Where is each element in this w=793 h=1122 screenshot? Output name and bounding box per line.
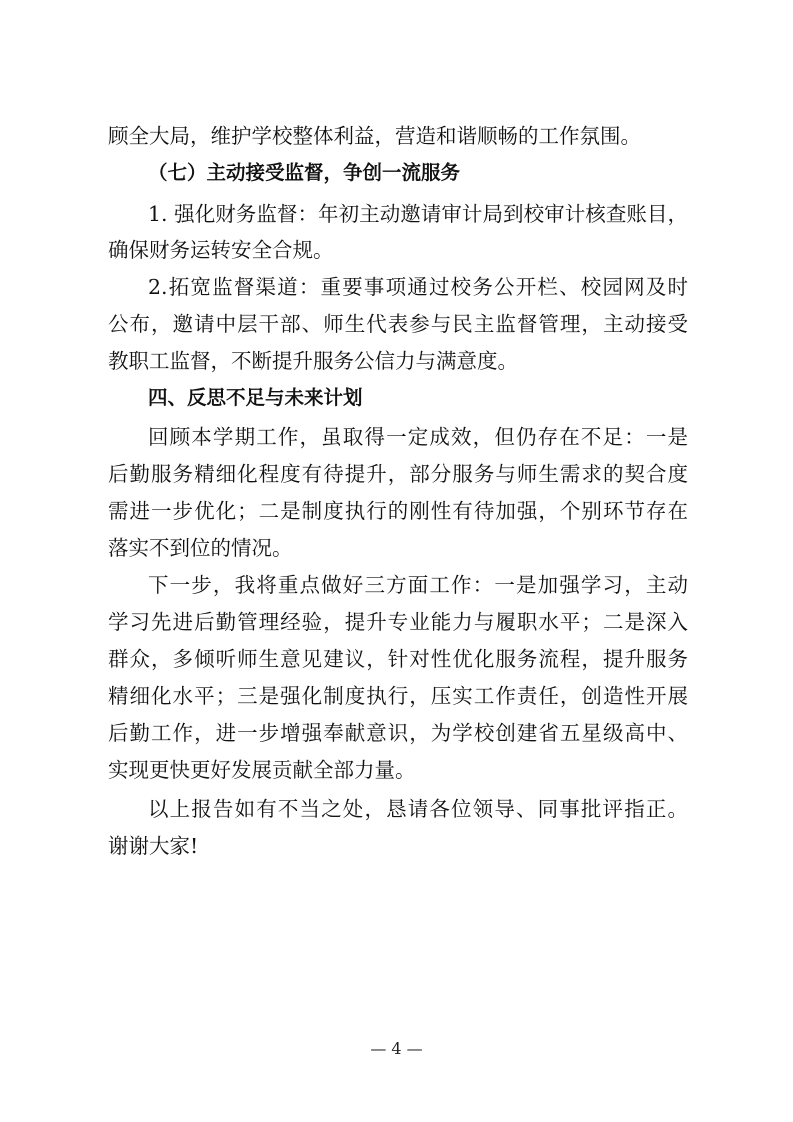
paragraph-line: 教职工监督，不断提升服务公信力与满意度。 xyxy=(108,349,518,373)
paragraph-line: 后勤工作，进一步增强奉献意识，为学校创建省五星级高中、 xyxy=(108,721,688,745)
paragraph-line: 1. 强化财务监督：年初主动邀请审计局到校审计核查账目， xyxy=(148,202,688,226)
paragraph-line: 落实不到位的情况。 xyxy=(108,536,293,560)
paragraph-line: 2.拓宽监督渠道：重要事项通过校务公开栏、校园网及时 xyxy=(148,275,688,299)
paragraph-line: 以上报告如有不当之处，恳请各位领导、同事批评指正。 xyxy=(148,797,688,821)
paragraph-line: 谢谢大家! xyxy=(108,834,199,858)
paragraph-line: 回顾本学期工作，虽取得一定成效，但仍存在不足：一是 xyxy=(148,425,688,449)
paragraph-line: 学习先进后勤管理经验，提升专业能力与履职水平；二是深入 xyxy=(108,610,688,634)
paragraph-line: 需进一步优化；二是制度执行的刚性有待加强，个别环节存在 xyxy=(108,499,688,523)
paragraph-line: 后勤服务精细化程度有待提升，部分服务与师生需求的契合度 xyxy=(108,462,688,486)
paragraph-line: 精细化水平；三是强化制度执行，压实工作责任，创造性开展 xyxy=(108,684,688,708)
paragraph-line: 顾全大局，维护学校整体利益，营造和谐顺畅的工作氛围。 xyxy=(108,124,641,148)
page-number: — 4 — xyxy=(370,1039,423,1058)
section-heading: （七）主动接受监督，争创一流服务 xyxy=(148,161,461,184)
paragraph-line: 下一步，我将重点做好三方面工作：一是加强学习，主动 xyxy=(148,573,688,597)
paragraph-line: 公布，邀请中层干部、师生代表参与民主监督管理，主动接受 xyxy=(108,312,688,336)
paragraph-line: 确保财务运转安全合规。 xyxy=(108,238,334,262)
paragraph-line: 实现更快更好发展贡献全部力量。 xyxy=(108,758,416,782)
paragraph-line: 群众，多倾听师生意见建议，针对性优化服务流程，提升服务 xyxy=(108,647,688,671)
section-heading: 四、反思不足与未来计划 xyxy=(148,386,363,409)
